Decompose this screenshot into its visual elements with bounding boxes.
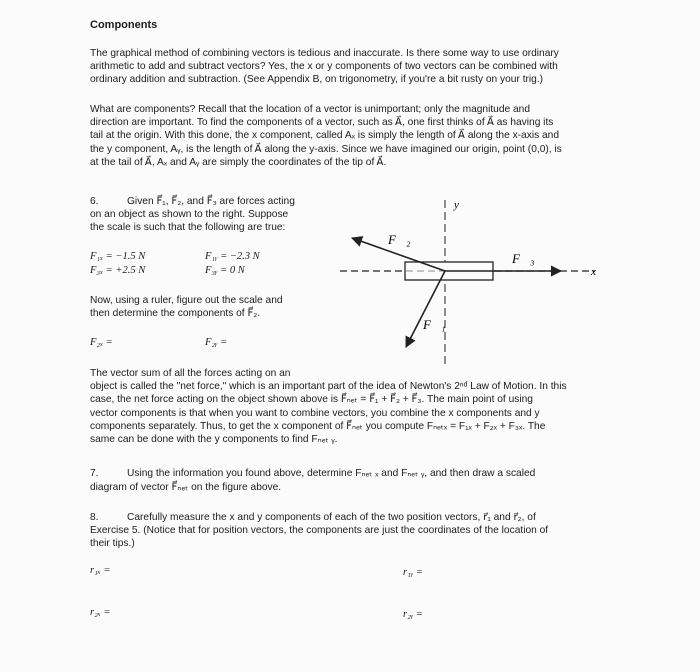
question-7-number: 7. bbox=[90, 468, 99, 479]
question-8-number: 8. bbox=[90, 512, 99, 523]
question-6-line: on an object as shown to the right. Suppose bbox=[90, 209, 289, 220]
text-line: tail at the origin. With this done, the x component, called Aₓ is simply the length of A⃗ along the x-axis and bbox=[90, 130, 560, 142]
text-line: object is called the "net force," which is an important part of the idea of Newton's 2ⁿᵈ Law of Motion. In this bbox=[90, 381, 567, 393]
intro-paragraph bbox=[90, 47, 605, 87]
y-axis-label: y bbox=[454, 199, 459, 211]
net-force-paragraph bbox=[90, 367, 610, 446]
r1y-answer-label: r₁ᵧ = bbox=[403, 567, 423, 578]
f2-label: F⃗₂ bbox=[388, 232, 411, 247]
text-line: vector components is that when you want to combine vectors, you combine the x components and y bbox=[90, 407, 540, 419]
text-line: case, the net force acting on the object shown above is F⃗ₙₑₜ = F⃗₁ + F⃗₂ + F⃗₃. The main point of using bbox=[90, 394, 533, 406]
text-line: components separately. Thus, to get the x component of F⃗ₙₑₜ you compute Fₙₑₜₓ = F₁ₓ + F₂ₓ + F₃ₓ. The bbox=[90, 420, 546, 432]
question-8-line: Exercise 5. (Notice that for position vectors, the components are just the coordinates of the location of bbox=[90, 525, 549, 536]
question-6-number: 6. bbox=[90, 196, 99, 207]
text-line: at the tail of A⃗, Aₓ and Aᵧ are simply the coordinates of the tip of A⃗. bbox=[90, 156, 387, 168]
question-8-line: Carefully measure the x and y components of each of the two position vectors, r⃗₁ and r⃗₂, of bbox=[127, 512, 536, 523]
components-paragraph bbox=[90, 103, 605, 169]
question-6-instruction: then determine the components of F⃗₂. bbox=[90, 308, 261, 319]
text-line: What are components? Recall that the location of a vector is unimportant; only the magnitude and bbox=[90, 104, 531, 115]
text-line: The graphical method of combining vectors is tedious and inaccurate. Is there some way to use ordinary bbox=[90, 48, 559, 59]
text-line: direction are important. To find the components of a vector, such as A⃗, one first thinks of A⃗ as having its bbox=[90, 117, 554, 129]
r1x-answer-label: r₁ₓ = bbox=[90, 565, 111, 576]
f1-label: F⃗₁ bbox=[423, 317, 446, 332]
f2y-answer-label: F₂ᵧ = bbox=[205, 337, 228, 348]
question-8-line: their tips.) bbox=[90, 538, 135, 549]
f3x-value: F₃ₓ = +2.5 N bbox=[90, 265, 146, 276]
text-line: The vector sum of all the forces acting on an bbox=[90, 368, 291, 379]
f1y-value: F₁ᵧ = −2.3 N bbox=[205, 251, 260, 262]
f1x-value: F₁ₓ = −1.5 N bbox=[90, 251, 146, 262]
f2x-answer-label: F₂ₓ = bbox=[90, 337, 113, 348]
question-6-line: Given F⃗₁, F⃗₂, and F⃗₃ are forces acting bbox=[127, 196, 295, 207]
x-axis-label: x bbox=[591, 266, 596, 278]
text-line: the y component, Aᵧ, is the length of A⃗ along the y-axis. Since we have imagined our origin, point (0,0), is bbox=[90, 143, 562, 155]
question-7-line: diagram of vector F⃗ₙₑₜ on the figure above. bbox=[90, 482, 282, 493]
text-line: same can be done with the y components to find Fₙₑₜ ᵧ. bbox=[90, 434, 338, 446]
page-title: Components bbox=[90, 19, 158, 31]
r2x-answer-label: r₂ₓ = bbox=[90, 607, 111, 618]
f3-label: F⃗₃ bbox=[512, 251, 535, 266]
force-diagram bbox=[335, 195, 610, 375]
text-line: arithmetic to add and subtract vectors? Yes, the x or y components of two vectors can be combined with bbox=[90, 61, 558, 73]
f3y-value: F₃ᵧ = 0 N bbox=[205, 265, 245, 276]
r2y-answer-label: r₂ᵧ = bbox=[403, 609, 423, 620]
question-6-line: the scale is such that the following are true: bbox=[90, 222, 286, 233]
question-6-instruction: Now, using a ruler, figure out the scale and bbox=[90, 295, 283, 306]
question-7-line: Using the information you found above, determine Fₙₑₜ ₓ and Fₙₑₜ ᵧ, and then draw a scaled bbox=[127, 468, 536, 479]
f1-vector-arrow bbox=[406, 271, 445, 347]
text-line: ordinary addition and subtraction. (See Appendix B, on trigonometry, if you're a bit rusty on your trig.) bbox=[90, 74, 544, 86]
